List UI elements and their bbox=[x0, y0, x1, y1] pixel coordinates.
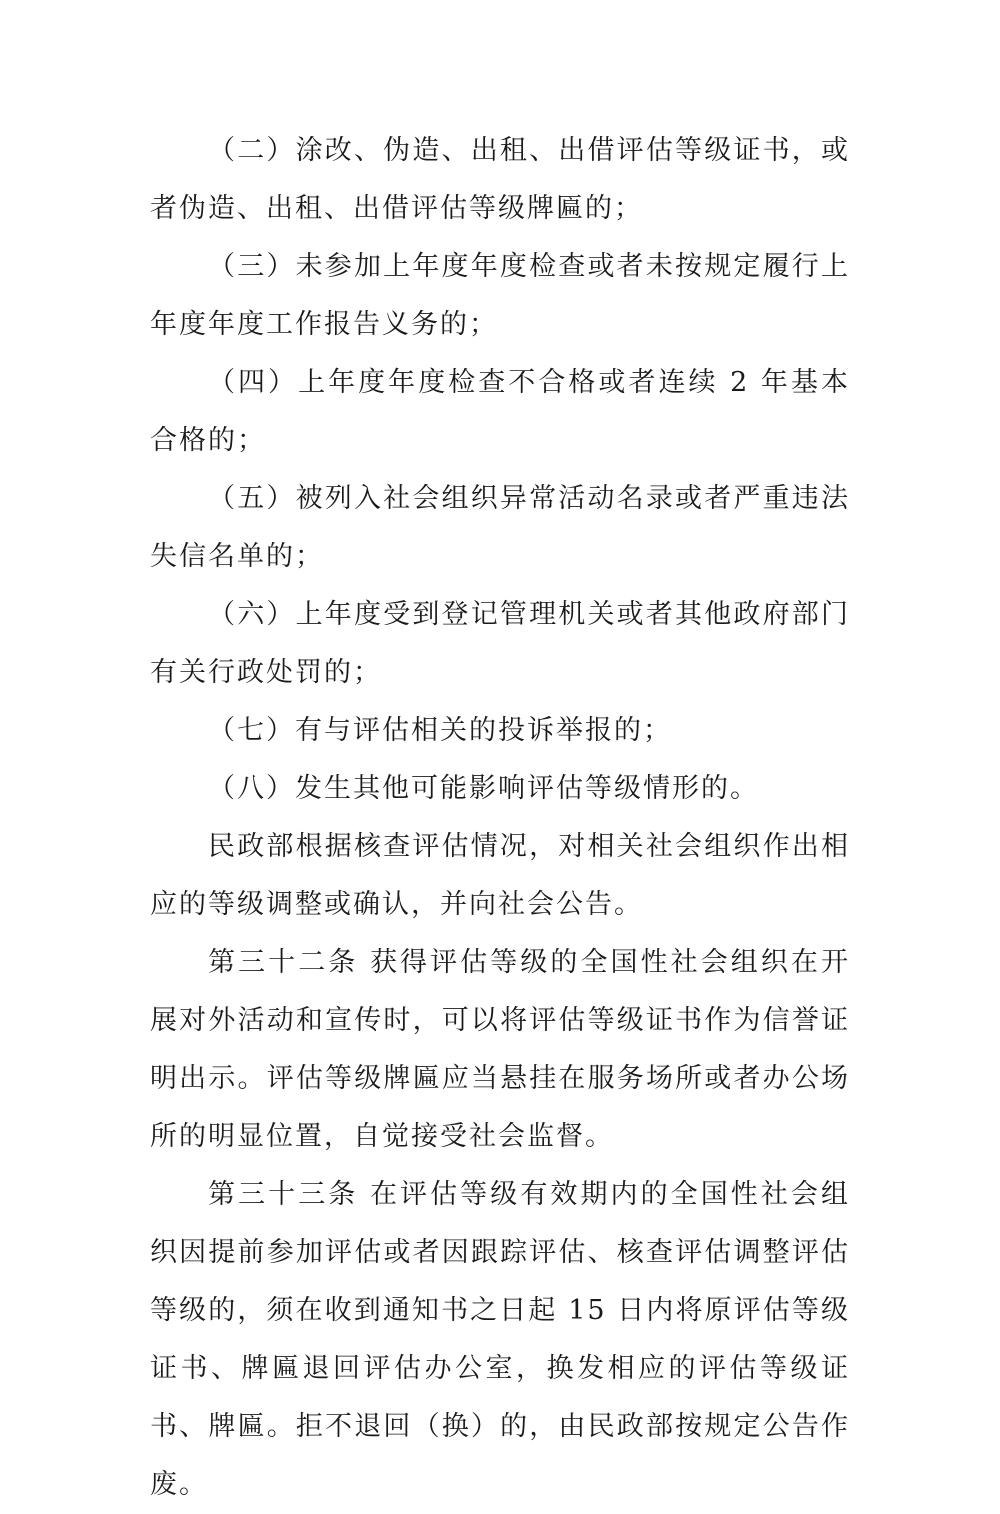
clause-item-3: （三）未参加上年度年度检查或者未按规定履行上年度年度工作报告义务的； bbox=[150, 251, 850, 340]
clause-item-5: （五）被列入社会组织异常活动名录或者严重违法失信名单的； bbox=[150, 483, 850, 572]
clause-item-7: （七）有与评估相关的投诉举报的； bbox=[208, 715, 672, 746]
document-body bbox=[150, 122, 850, 1514]
ministry-paragraph: 民政部根据核查评估情况，对相关社会组织作出相应的等级调整或确认，并向社会公告。 bbox=[150, 831, 850, 920]
clause-item-4: （四）上年度年度检查不合格或者连续 2 年基本合格的； bbox=[150, 367, 850, 456]
article-32: 第三十二条 获得评估等级的全国性社会组织在开展对外活动和宣传时，可以将评估等级证书作为信誉证明出示。评估等级牌匾应当悬挂在服务场所或者办公场所的明显位置，自觉接受社会监督。 bbox=[150, 947, 850, 1152]
article-33: 第三十三条 在评估等级有效期内的全国性社会组织因提前参加评估或者因跟踪评估、核查评估调整评估等级的，须在收到通知书之日起 15 日内将原评估等级证书、牌匾退回评估办公室，换发相应的评估等级证书、牌匾。拒不退回（换）的，由民政部按规定公告作废。 bbox=[150, 1179, 850, 1500]
clause-item-2: （二）涂改、伪造、出租、出借评估等级证书，或者伪造、出租、出借评估等级牌匾的； bbox=[150, 135, 850, 224]
clause-item-6: （六）上年度受到登记管理机关或者其他政府部门有关行政处罚的； bbox=[150, 599, 850, 688]
clause-item-8: （八）发生其他可能影响评估等级情形的。 bbox=[208, 773, 759, 804]
